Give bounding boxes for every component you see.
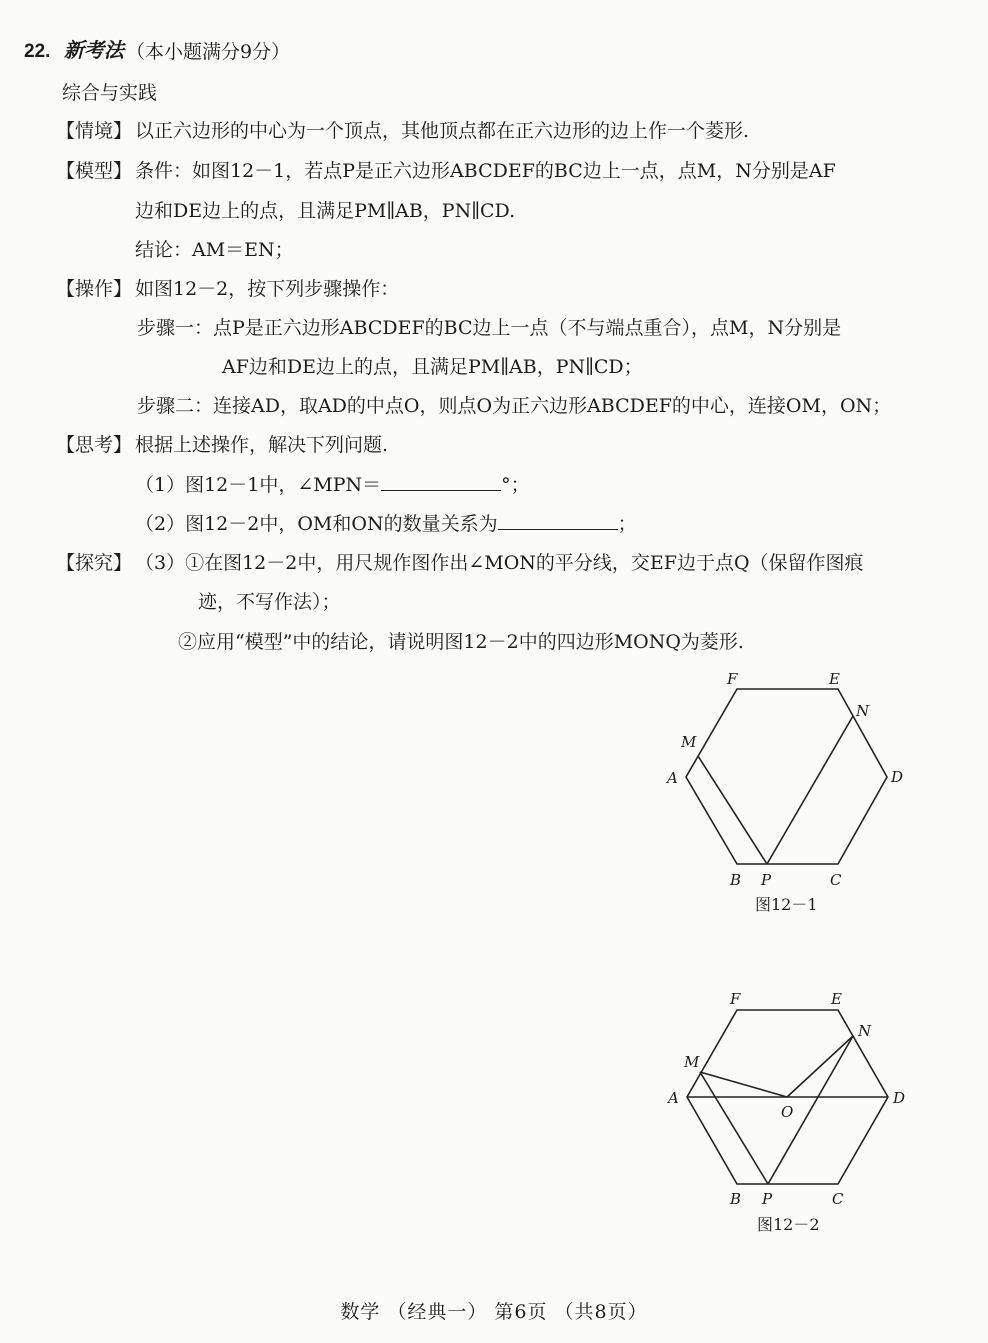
question-1-suffix: °；	[501, 474, 530, 496]
question-2-suffix: ；	[617, 513, 637, 535]
explore-label: 【探究】	[56, 552, 133, 574]
fig2-label-D: D	[893, 1089, 906, 1107]
question-3-line1: （3）①在图12－2中，用尺规作图作出∠MON的平分线，交EF边于点Q（保留作图痕	[135, 552, 864, 574]
figure-12-2-caption: 图12－2	[757, 1215, 820, 1234]
fig2-label-O: O	[781, 1103, 794, 1121]
fig2-label-M: M	[684, 1053, 700, 1071]
step1-line1: 步骤一：点P是正六边形ABCDEF的BC边上一点（不与端点重合），点M，N分别是	[137, 317, 842, 339]
operation-label: 【操作】	[56, 278, 133, 300]
question-3-part2: ②应用“模型”中的结论，请说明图12－2中的四边形MONQ为菱形.	[178, 631, 744, 653]
model-label: 【模型】	[56, 160, 133, 182]
fig1-label-P: P	[761, 871, 772, 889]
fig2-label-E: E	[831, 990, 842, 1008]
fig2-label-N: N	[858, 1022, 872, 1040]
question-topic: 综合与实践	[62, 82, 158, 104]
fig1-label-F: F	[727, 670, 738, 688]
model-condition-line2: 边和DE边上的点，且满足PM∥AB，PN∥CD.	[135, 200, 516, 222]
fig1-label-B: B	[730, 871, 742, 889]
new-exam-method-logo: 新考法	[64, 38, 124, 62]
question-1-prompt: （1）图12－1中，∠MPN＝	[135, 474, 382, 496]
thinking-label: 【思考】	[56, 434, 133, 456]
fig2-label-P: P	[762, 1190, 773, 1208]
fig1-label-N: N	[856, 702, 870, 720]
model-conclusion: 结论：AM＝EN；	[135, 239, 294, 261]
question-number: 22.	[24, 41, 51, 62]
step1-line2: AF边和DE边上的点，且满足PM∥AB，PN∥CD；	[222, 356, 643, 378]
fig1-label-A: A	[667, 769, 678, 787]
question-score: （本小题满分9分）	[126, 41, 291, 63]
situation-label: 【情境】	[56, 120, 133, 142]
fig1-label-C: C	[830, 871, 842, 889]
fig2-label-C: C	[832, 1190, 844, 1208]
thinking-intro: 根据上述操作，解决下列问题.	[135, 434, 389, 456]
fig1-label-D: D	[891, 768, 904, 786]
question-3-line2: 迹，不写作法）；	[198, 591, 341, 613]
page-footer: 数学 （经典一） 第6页 （共8页）	[340, 1301, 648, 1323]
operation-intro: 如图12－2，按下列步骤操作：	[135, 278, 400, 300]
question-2-prompt: （2）图12－2中，OM和ON的数量关系为	[135, 513, 498, 535]
fig2-label-B: B	[730, 1190, 742, 1208]
model-condition-line1: 条件：如图12－1，若点P是正六边形ABCDEF的BC边上一点，点M，N分别是AF	[135, 160, 836, 182]
step2-text: 步骤二：连接AD，取AD的中点O，则点O为正六边形ABCDEF的中心，连接OM，ON；	[137, 395, 892, 417]
fig2-label-F: F	[730, 990, 741, 1008]
fig1-label-M: M	[681, 733, 697, 751]
fig2-label-A: A	[668, 1089, 679, 1107]
fig1-label-E: E	[829, 670, 840, 688]
situation-text: 以正六边形的中心为一个顶点，其他顶点都在正六边形的边上作一个菱形.	[135, 120, 750, 142]
figure-12-1-caption: 图12－1	[755, 895, 818, 914]
segment-on-2	[787, 1036, 853, 1097]
